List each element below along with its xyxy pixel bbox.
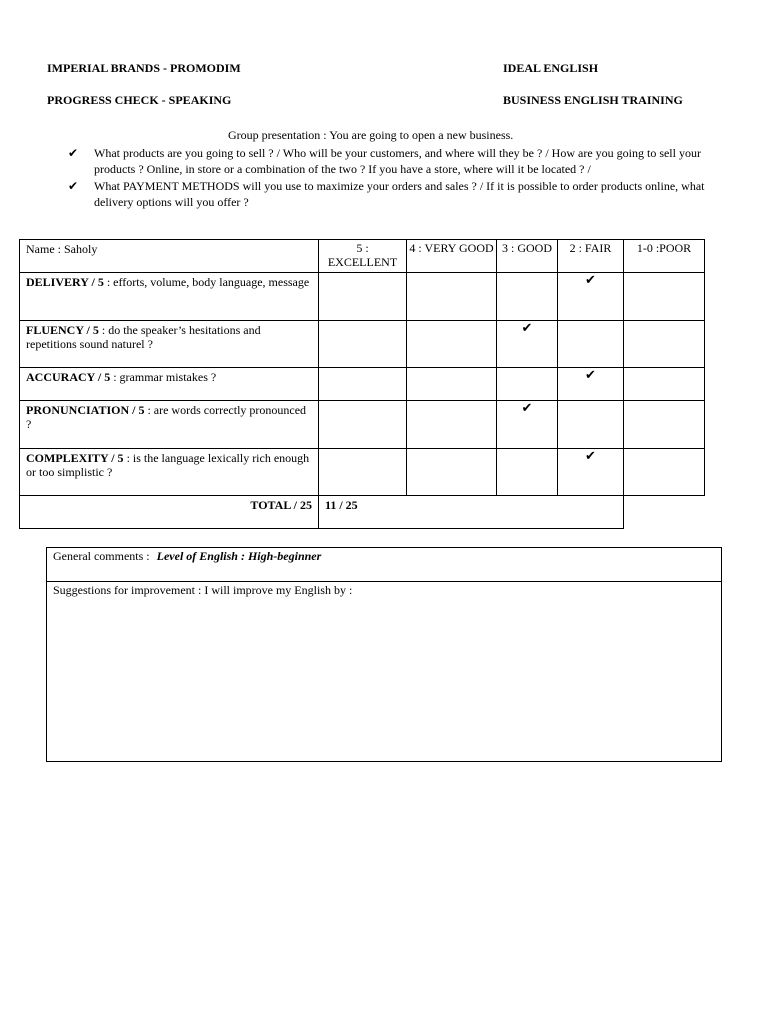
header-test-title: PROGRESS CHECK - SPEAKING [47, 93, 232, 107]
column-header: 1-0 :POOR [624, 240, 705, 273]
column-header: 3 : GOOD [497, 240, 558, 273]
student-name: Name : Saholy [20, 240, 319, 273]
criterion-desc: : efforts, volume, body language, message [103, 275, 310, 289]
criterion-desc: : grammar mistakes ? [110, 370, 217, 384]
score-cell [558, 321, 624, 368]
score-cell [407, 321, 497, 368]
score-cell [319, 321, 407, 368]
checkmark-icon: ✔ [68, 179, 79, 193]
criterion-title: PRONUNCIATION / 5 [26, 403, 145, 417]
column-header: 2 : FAIR [558, 240, 624, 273]
comments-table [46, 547, 722, 762]
score-cell [624, 321, 705, 368]
bullet-text: What products are you going to sell ? / Who will be your customers, and where will they be ? / How are you going to sell your products ? Online, in store or a combination of the two ? If you have a store, where will it be located ? / [94, 146, 701, 176]
score-cell [319, 368, 407, 401]
total-row [20, 496, 705, 529]
score-cell [558, 401, 624, 449]
table-row [20, 368, 705, 401]
criterion-cell [20, 368, 319, 401]
english-level: Level of English : High-beginner [156, 549, 322, 563]
bullet-list [68, 145, 738, 211]
list-item [68, 178, 738, 210]
score-cell [624, 401, 705, 449]
criterion-desc: : do the speaker’s hesitations and repetitions sound naturel ? [26, 323, 261, 351]
header-school: IDEAL ENGLISH [503, 61, 599, 75]
total-label: TOTAL / 25 [20, 496, 319, 529]
table-row [47, 582, 722, 762]
score-cell [319, 401, 407, 449]
checkmark-icon: ✔ [585, 367, 596, 382]
score-cell [497, 273, 558, 321]
empty-cell [624, 496, 705, 529]
score-cell [407, 273, 497, 321]
table-row [20, 321, 705, 368]
score-cell [497, 321, 558, 368]
criterion-cell [20, 321, 319, 368]
criterion-cell [20, 273, 319, 321]
table-row [20, 449, 705, 496]
table-header-row [20, 240, 705, 273]
general-comments [47, 548, 722, 582]
criterion-desc: : are words correctly pronounced ? [26, 403, 307, 431]
column-header: 4 : VERY GOOD [407, 240, 497, 273]
checkmark-icon: ✔ [585, 272, 596, 287]
table-row [20, 401, 705, 449]
score-cell [624, 368, 705, 401]
score-cell [319, 449, 407, 496]
table-row [47, 548, 722, 582]
checkmark-icon: ✔ [585, 448, 596, 463]
header-program: BUSINESS ENGLISH TRAINING [503, 93, 683, 107]
score-cell [497, 401, 558, 449]
list-item [68, 145, 738, 177]
criterion-desc: : is the language lexically rich enough or too simplistic ? [26, 451, 310, 479]
criterion-cell [20, 449, 319, 496]
score-cell [407, 401, 497, 449]
score-cell [558, 449, 624, 496]
table-row [20, 273, 705, 321]
checkmark-icon: ✔ [521, 320, 533, 335]
criterion-title: COMPLEXITY / 5 [26, 451, 124, 465]
score-cell [624, 273, 705, 321]
evaluation-table [19, 239, 705, 529]
header-company: IMPERIAL BRANDS - PROMODIM [47, 61, 241, 75]
score-cell [407, 449, 497, 496]
criterion-title: ACCURACY / 5 [26, 370, 111, 384]
checkmark-icon: ✔ [521, 400, 533, 415]
score-cell [319, 273, 407, 321]
criterion-title: DELIVERY / 5 [26, 275, 104, 289]
score-cell [407, 368, 497, 401]
score-cell [558, 368, 624, 401]
column-header: 5 : EXCELLENT [319, 240, 407, 273]
suggestions-box: Suggestions for improvement : I will improve my English by : [47, 582, 722, 762]
score-cell [558, 273, 624, 321]
score-cell [497, 449, 558, 496]
general-comments-label: General comments : [53, 549, 153, 563]
total-score: 11 / 25 [319, 496, 624, 529]
criterion-title: FLUENCY / 5 [26, 323, 99, 337]
bullet-text: What PAYMENT METHODS will you use to maximize your orders and sales ? / If it is possible to order products online, what delivery options will you offer ? [94, 179, 705, 209]
intro-text: Group presentation : You are going to open a new business. [228, 128, 514, 142]
checkmark-icon: ✔ [68, 146, 79, 160]
score-cell [497, 368, 558, 401]
criterion-cell [20, 401, 319, 449]
score-cell [624, 449, 705, 496]
